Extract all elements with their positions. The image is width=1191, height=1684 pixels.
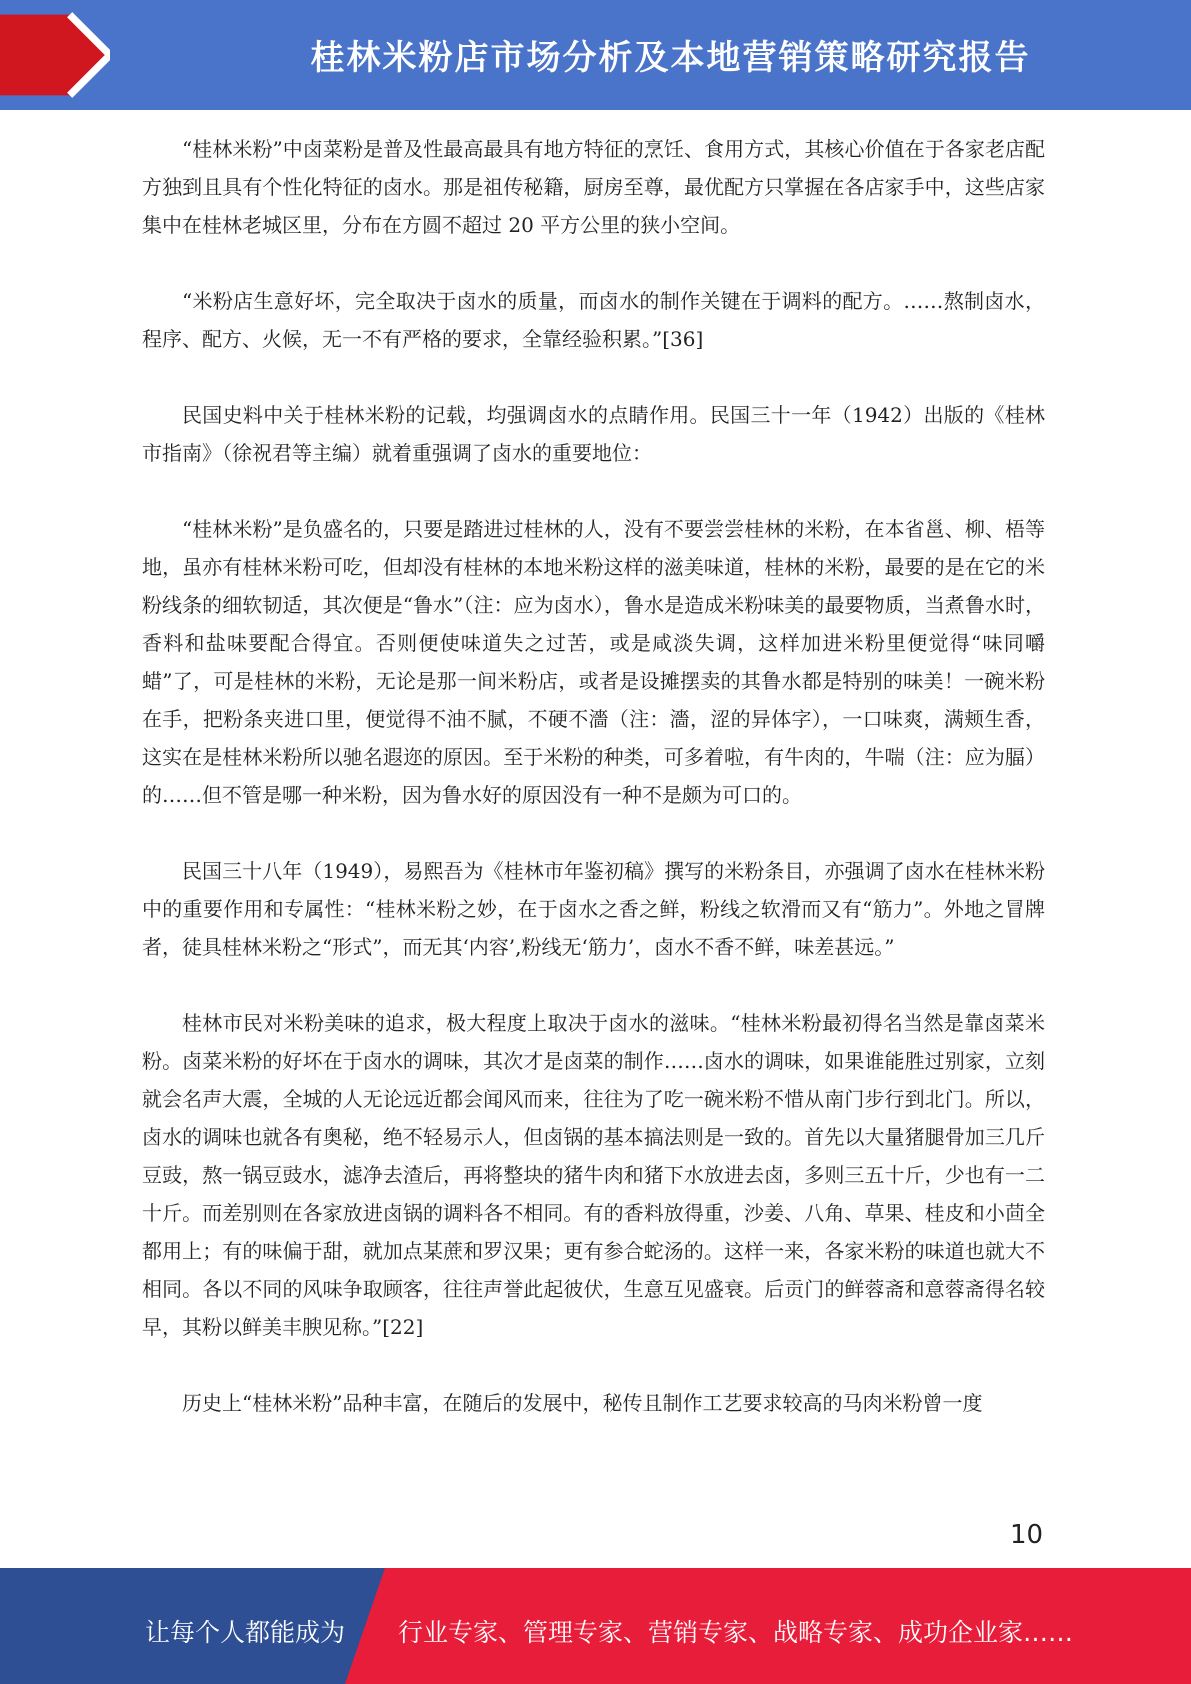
page-number: 10 xyxy=(1010,1520,1044,1550)
paragraph: “米粉店生意好坏，完全取决于卤水的质量，而卤水的制作关键在于调料的配方。……熬制卤水，程序、配方、火候，无一不有严格的要求，全靠经验积累。”[36] xyxy=(142,289,1045,351)
footer-slogan-left: 让每个人都能成为 xyxy=(145,1618,346,1647)
paragraph: 桂林市民对米粉美味的追求，极大程度上取决于卤水的滋味。“桂林米粉最初得名当然是靠卤菜米粉。卤菜米粉的好坏在于卤水的调味，其次才是卤菜的制作……卤水的调味，如果谁能胜过别家，立刻就会名声大震，全城的人无论远近都会闻风而来，往往为了吃一碗米粉不惜从南门步行到北门。所以，卤水的调味也就各有奥秘，绝不轻易示人，但卤锅的基本搞法则是一致的。首先以大量猪腿骨加三几斤豆豉，熬一锅豆豉水，滤净去渣后，再将整块的猪牛肉和猪下水放进去卤，多则三五十斤，少也有一二十斤。而差别则在各家放进卤锅的调料各不相同。有的香料放得重，沙姜、八角、草果、桂皮和小茴全都用上；有的味偏于甜，就加点某蔗和罗汉果；更有参合蛇汤的。这样一来，各家米粉的味道也就大不相同。各以不同的风味争取顾客，往往声誉此起彼伏，生意互见盛衰。后贡门的鲜蓉斋和意蓉斋得名较早，其粉以鲜美丰腴见称。”[22] xyxy=(142,1011,1045,1339)
footer-slogan-right: 行业专家、管理专家、营销专家、战略专家、成功企业家…… xyxy=(398,1618,1074,1647)
paragraph: 民国三十八年（1949），易熙吾为《桂林市年鉴初稿》撰写的米粉条目，亦强调了卤水在桂林米粉中的重要作用和专属性：“桂林米粉之妙，在于卤水之香之鲜，粉线之软滑而又有“筋力”。外地之冒牌者，徒具桂林米粉之“形式”，而无其‘内容’,粉线无‘筋力’，卤水不香不鲜，味差甚远。” xyxy=(142,859,1045,959)
page-header xyxy=(0,0,1191,110)
paragraph: “桂林米粉”中卤菜粉是普及性最高最具有地方特征的烹饪、食用方式，其核心价值在于各家老店配方独到且具有个性化特征的卤水。那是祖传秘籍，厨房至尊，最优配方只掌握在各店家手中，这些店家集中在桂林老城区里，分布在方圆不超过 20 平方公里的狭小空间。 xyxy=(142,137,1045,237)
report-title: 桂林米粉店市场分析及本地营销策略研究报告 xyxy=(310,38,1031,78)
paragraph: “桂林米粉”是负盛名的，只要是踏进过桂林的人，没有不要尝尝桂林的米粉，在本省邕、柳、梧等地，虽亦有桂林米粉可吃，但却没有桂林的本地米粉这样的滋美味道，桂林的米粉，最要的是在它的米粉线条的细软韧适，其次便是“鲁水”（注：应为卤水），鲁水是造成米粉味美的最要物质，当煮鲁水时，香料和盐味要配合得宜。否则便使味道失之过苦，或是咸淡失调，这样加进米粉里便觉得“味同嚼蜡”了，可是桂林的米粉，无论是那一间米粉店，或者是设摊摆卖的其鲁水都是特别的味美！一碗米粉在手，把粉条夹进口里，便觉得不油不腻，不硬不濇（注：濇，涩的异体字），一口味爽，满颊生香，这实在是桂林米粉所以驰名遐迩的原因。至于米粉的种类，可多着啦，有牛肉的，牛喘（注：应为腷）的……但不管是哪一种米粉，因为鲁水好的原因没有一种不是颇为可口的。 xyxy=(142,517,1045,807)
body-text xyxy=(142,130,1045,1460)
paragraph: 民国史料中关于桂林米粉的记载，均强调卤水的点睛作用。民国三十一年（1942）出版的《桂林市指南》（徐祝君等主编）就着重强调了卤水的重要地位： xyxy=(142,403,1045,465)
paragraph: 历史上“桂林米粉”品种丰富，在随后的发展中，秘传且制作工艺要求较高的马肉米粉曾一度 xyxy=(182,1391,983,1415)
page-footer xyxy=(0,1568,1191,1684)
